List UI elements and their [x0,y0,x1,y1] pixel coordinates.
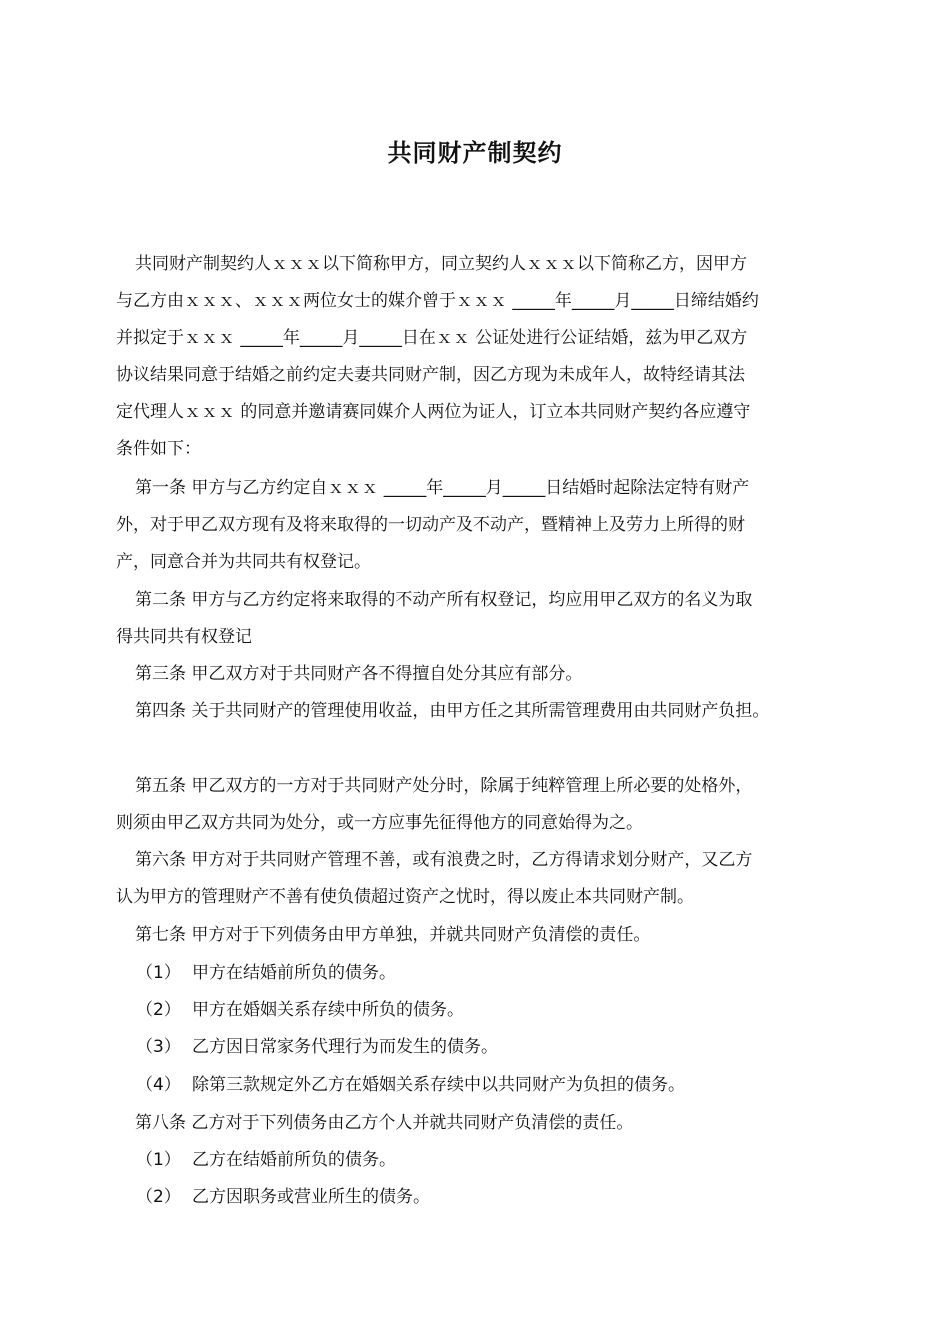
list-item [136,961,396,985]
paragraph-line: 条件如下： [116,439,201,459]
article-7: 第七条 甲方对于下列债务由甲方单独，并就共同财产负清偿的责任。 [135,925,651,945]
list-item-number: （2） [136,1000,181,1020]
list-item-text: 乙方因职务或营业所生的债务。 [192,1187,430,1207]
list-item [136,1035,498,1059]
list-item [136,1185,430,1209]
list-item [136,1148,396,1172]
paragraph-line: 并拟定于ｘｘｘ _____年_____月_____日在ｘｘ 公证处进行公证结婚，兹为甲乙双方 [116,328,748,348]
paragraph-line: 与乙方由ｘｘｘ、ｘｘｘ两位女士的媒介曾于ｘｘｘ _____年_____月_____日缔结婚约 [116,291,759,311]
list-item-number: （1） [136,1150,181,1170]
list-item-text: 乙方因日常家务代理行为而发生的债务。 [192,1037,498,1057]
list-item-text: 除第三款规定外乙方在婚姻关系存续中以共同财产为负担的债务。 [192,1075,685,1095]
list-item-number: （1） [136,963,181,983]
paragraph-line: 定代理人ｘｘｘ 的同意并邀请赛同媒介人两位为证人，订立本共同财产契约各应遵守 [116,402,751,422]
paragraph-line: 则须由甲乙双方共同为处分，或一方应事先征得他方的同意始得为之。 [116,813,643,833]
article-4: 第四条 关于共同财产的管理使用收益，由甲方任之其所需管理费用由共同财产负担。 [135,701,770,721]
article-3: 第三条 甲乙双方对于共同财产各不得擅自处分其应有部分。 [135,664,583,684]
paragraph-line: 产，同意合并为共同共有权登记。 [116,552,371,572]
article-2: 第二条 甲方与乙方约定将来取得的不动产所有权登记，均应用甲乙双方的名义为取 [135,590,753,610]
paragraph-line: 协议结果同意于结婚之前约定夫妻共同财产制，因乙方现为未成年人，故特经请其法 [116,365,745,385]
list-item-number: （2） [136,1187,181,1207]
paragraph-line: 认为甲方的管理财产不善有使负债超过资产之忧时，得以废止本共同财产制。 [116,887,694,907]
list-item [136,998,464,1022]
article-8: 第八条 乙方对于下列债务由乙方个人并就共同财产负清偿的责任。 [135,1113,634,1133]
list-item [136,1073,685,1097]
list-item-text: 甲方在结婚前所负的债务。 [192,963,396,983]
paragraph-line: 外，对于甲乙双方现有及将来取得的一切动产及不动产，暨精神上及劳力上所得的财 [116,515,745,535]
paragraph-line: 得共同共有权登记 [116,627,252,647]
list-item-text: 甲方在婚姻关系存续中所负的债务。 [192,1000,464,1020]
article-5: 第五条 甲乙双方的一方对于共同财产处分时，除属于纯粹管理上所必要的处格外， [135,776,753,796]
article-6: 第六条 甲方对于共同财产管理不善，或有浪费之时，乙方得请求划分财产，又乙方 [135,850,753,870]
list-item-number: （4） [136,1075,181,1095]
paragraph-line: 共同财产制契约人ｘｘｘ以下简称甲方，同立契约人ｘｘｘ以下简称乙方，因甲方 [135,254,747,274]
document-title: 共同财产制契约 [387,139,563,167]
article-1: 第一条 甲方与乙方约定自ｘｘｘ _____年_____月_____日结婚时起除法定特有财产 [135,478,750,498]
list-item-number: （3） [136,1037,181,1057]
list-item-text: 乙方在结婚前所负的债务。 [192,1150,396,1170]
